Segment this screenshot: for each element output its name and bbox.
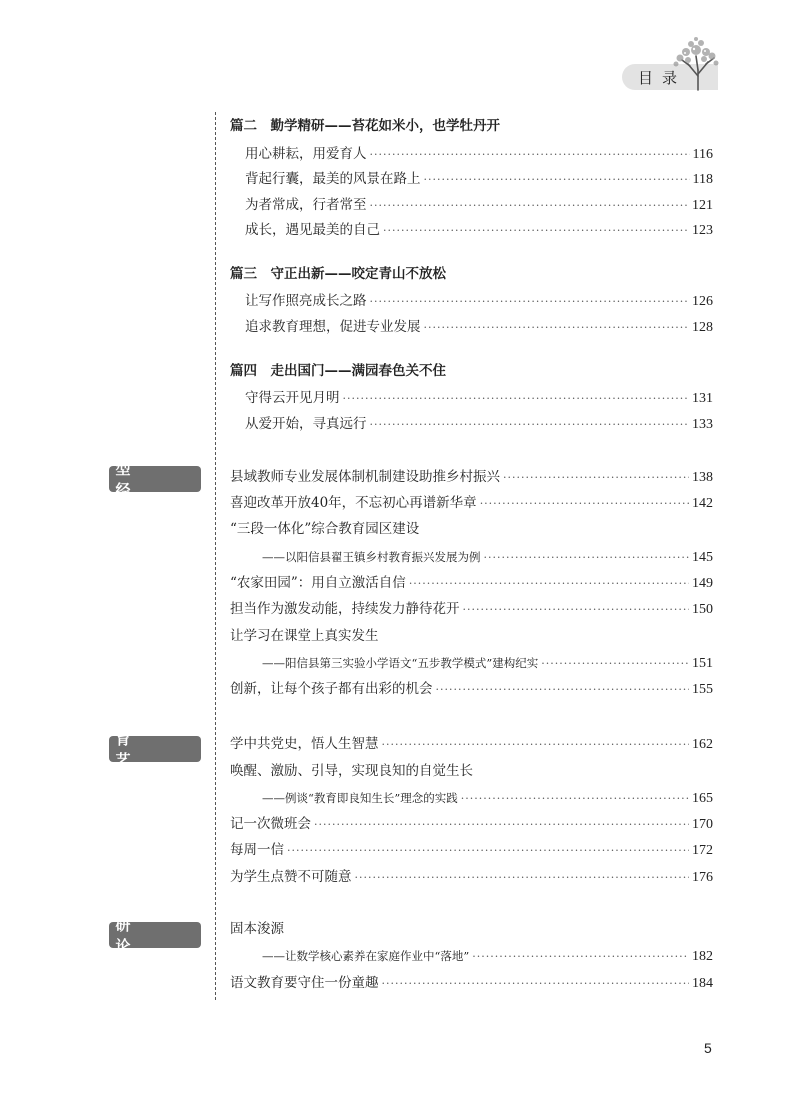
part-heading: 篇二 勤学精研——苔花如米小，也学牡丹开 <box>230 118 500 134</box>
toc-entry[interactable]: 背起行囊，最美的风景在路上 ····· 118 <box>245 170 713 189</box>
toc-subtitle[interactable]: ——例谈“教育即良知生长”理念的实践 ····· 165 <box>262 789 713 808</box>
part-heading: 篇三 守正出新——咬定青山不放松 <box>230 266 446 282</box>
section-tag-education-art <box>109 709 201 790</box>
toc-entry[interactable]: 每周一信 ····· 172 <box>230 841 713 860</box>
section-tag-label: 教育艺术 <box>115 709 131 790</box>
toc-subtitle[interactable]: ——让数学核心素养在家庭作业中“落地” ····· 182 <box>262 947 713 966</box>
toc-entry[interactable]: 喜迎改革开放40年，不忘初心再谱新华章 ····· 142 <box>230 494 713 513</box>
toc-entry[interactable]: “农家田园”：用自立激活自信 ····· 149 <box>230 574 713 593</box>
section-tag-research-papers <box>109 895 201 976</box>
page-number: 5 <box>704 1040 712 1056</box>
vertical-divider <box>215 112 216 1000</box>
section-tag-label: 教研论文 <box>115 895 131 976</box>
toc-entry[interactable]: 学中共党史，悟人生智慧 ····· 162 <box>230 735 713 754</box>
section-tag-typical-experience <box>109 439 201 520</box>
toc-entry[interactable]: 让写作照亮成长之路 ····· 126 <box>245 292 713 311</box>
toc-header-badge: 目录 <box>622 64 718 90</box>
toc-entry[interactable]: 让学习在课堂上真实发生 <box>230 628 379 644</box>
toc-subtitle[interactable]: ——以阳信县翟王镇乡村教育振兴发展为例 ····· 145 <box>262 548 713 567</box>
toc-entry[interactable]: 担当作为激发动能，持续发力静待花开 ····· 150 <box>230 600 713 619</box>
toc-entry[interactable]: “三段一体化”综合教育园区建设 <box>230 521 420 537</box>
toc-entry[interactable]: 记一次微班会 ····· 170 <box>230 815 713 834</box>
toc-subtitle[interactable]: ——阳信县第三实验小学语文“五步教学模式”建构纪实 ····· 151 <box>262 654 713 673</box>
toc-entry[interactable]: 从爱开始，寻真远行 ····· 133 <box>245 415 713 434</box>
toc-entry[interactable]: 为学生点赞不可随意 ····· 176 <box>230 868 713 887</box>
toc-entry[interactable]: 为者常成，行者常至 ····· 121 <box>245 196 713 215</box>
toc-entry[interactable]: 创新，让每个孩子都有出彩的机会 ····· 155 <box>230 680 713 699</box>
toc-entry[interactable]: 县域教师专业发展体制机制建设助推乡村振兴 ····· 138 <box>230 468 713 487</box>
toc-entry[interactable]: 成长，遇见最美的自己 ····· 123 <box>245 221 713 240</box>
toc-entry[interactable]: 唤醒、激励、引导，实现良知的自觉生长 <box>230 763 473 779</box>
part-heading: 篇四 走出国门——满园春色关不住 <box>230 363 446 379</box>
toc-entry[interactable]: 追求教育理想，促进专业发展 ····· 128 <box>245 318 713 337</box>
toc-entry[interactable]: 守得云开见月明 ····· 131 <box>245 389 713 408</box>
tree-icon <box>668 36 720 92</box>
toc-entry[interactable]: 固本浚源 <box>230 921 284 937</box>
section-tag-label: 典型经验 <box>115 439 131 520</box>
toc-entry[interactable]: 用心耕耘，用爱育人 ····· 116 <box>245 145 713 164</box>
toc-entry[interactable]: 语文教育要守住一份童趣 ····· 184 <box>230 974 713 993</box>
